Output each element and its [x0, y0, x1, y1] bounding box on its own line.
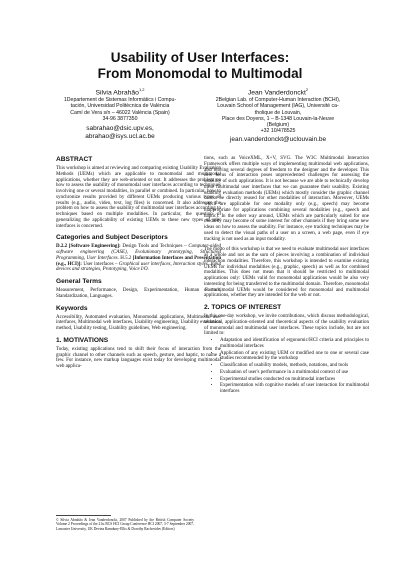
list-item: • Application of any existing UEM or modified one to one or several case studies recommended by the workshop: [220, 351, 369, 363]
section-2-heading: 2. TOPICS OF INTEREST: [204, 304, 282, 311]
list-item: • Experimentation with cognitive models of user interaction for multimodal interfaces: [220, 383, 369, 395]
author-2-affil-line: tholique de Louvain,: [254, 109, 302, 116]
general-terms-text: Measurement, Performance, Design, Experimentation, Human Factors, Standardization, Languages.: [56, 288, 221, 299]
keywords-text: Accessibility, Automated evaluation, Monomodal applications, Multimodal user interfaces, Multimodal web interfaces, Usability engineering, Usability evaluation method, Usability testing, Usability guidelines, Web engineering.: [56, 314, 221, 331]
list-item: • Evaluation of user's performance in a multimodal context of use: [220, 370, 369, 376]
section-1-heading: 1. MOTIVATIONS: [56, 336, 109, 344]
keywords-heading: Keywords: [56, 304, 88, 312]
left-column: [56, 156, 221, 370]
right-column: [204, 156, 369, 396]
author-2-phone: +32 10/478525: [260, 128, 296, 135]
categories-heading: Categories and Subject Descriptors: [56, 234, 168, 242]
author-1-affil-line: tación, Universidad Politècnica de València: [70, 103, 170, 110]
author-2-affil-line: Place des Doyens, 1 – B-1348 Louvain-la-Neuve: [221, 115, 335, 122]
author-1-affil-line: 1Departement de Sistemas Informàtics i Compu-: [63, 97, 177, 104]
abstract-text: This workshop is aimed at reviewing and comparing existing Usability Evaluation Methods (UEMs) which are applicable to monomodal and multimodal applications, whether they are web-oriented or not. It addresses the problem on how to assess the usability of monomodal user interfaces according to techniques involving one or several modalities, in parallel or combined. In particular, how to synchronize results provided by different UEMs producing various types of results (e.g., audio, video, text, log files) is concerned. It also addresses the problem on how to assess the usability of multimodal user interfaces according to techniques based on multiple modalities. In particular, the question of generalizing the applicability of existing UEMs to these new types of user interfaces is concerned.: [56, 166, 221, 229]
author-1-email[interactable]: sabrahao@dsic.upv.es,: [86, 125, 154, 133]
author-1-phone: 34-96 3877350: [102, 115, 138, 122]
author-2-name: Jean Vanderdonckt$^2$: [247, 87, 309, 97]
section-2-text: In this one-day workshop, we invite contributions, which discuss methodological, technical, application-oriented and theoretical aspects of the usability evaluation of monomodal and multimodal user interfaces. These topics include, but are not limited to:: [204, 314, 369, 337]
author-block-2: [193, 86, 363, 144]
abstract-heading: ABSTRACT: [56, 156, 93, 163]
categories-text: D.2.2 [Software Engineering]: Design Tools and Techniques – Computer-aided software engineering (CASE), Evolutionary prototyping, Structured Programming, User Interfaces. H.5.2 [Information Interfaces and Presentation (e.g., HCI)]: User interfaces – Graphical user interfaces, Interaction styles, Input devices and strategies, Prototyping, Voice I/O.: [56, 244, 222, 273]
general-terms-heading: General Terms: [56, 278, 102, 285]
author-1-name: Silvia Abrahão$^{1,2}$: [95, 87, 145, 97]
author-1-affil-line: Camí de Vera s/n – 46022 València (Spain): [70, 109, 170, 116]
paper-title-line-2: From Monomodal to Multimodal: [97, 66, 303, 81]
author-2-affil-line: Louvain School of Management (IAG), Université ca-: [217, 103, 339, 110]
author-1-email[interactable]: abrahao@isys.ucl.ac.be: [85, 132, 155, 140]
paper-title-line-1: Usability of User Interfaces:: [110, 50, 290, 65]
author-block-1: [35, 86, 205, 140]
list-item: • Experimental studies conducted on multimodal interfaces: [220, 377, 369, 383]
copyright-footnote: © Silvia Abrahão & Jean Vanderdonckt, 2007 Published by the British Computer Society Volume 2 Proceedings of the 21st BCS HCI Group Conference HCI 2007, 3-7 September 2007, Lancaster University, UK Devina Ramduny-Ellis & Dorothy Rachovides (Editors): [56, 518, 194, 531]
footnote-rule: [56, 515, 111, 516]
topics-list: [204, 338, 369, 395]
author-2-email[interactable]: jean.vanderdonckt@uclouvain.be: [229, 136, 327, 144]
author-2-affil-line: 2Belgian Lab. of Computer-Human Interaction (BCHI),: [215, 97, 341, 104]
list-item: • Classification of usability models, methods, notations, and tools: [220, 363, 369, 369]
section-1-continued-text: tions, such as VoiceXML, X+V, SVG. The W3C Multimodal Interaction Framework offers multiple ways of implementing multimodal web applications, also leaving several degrees of freedom to the designer and the developer. This new locus of interaction poses unprecedented challenges for assessing the usability of such applications. It is not because we are able to technically develop these multimodal user interfaces that we can guarantee their usability. Existing usability evaluation methods (UEMs) which mostly consider the graphic channel cannot be directly reused for other modalities of interaction. Moreover, UEMs which are applicable for one modality only (e.g., speech) may become inappropriate for applications combining several modalities (e.g., speech and haptic). In the other way around, UEMs which are particularly suited for one modality may become of some interest for other channels if they bring some new ideas on how to assess the usability. For instance, eye tracking techniques may be used to detect the visual paths of a user on a screen, a web page, even if eye tracking is not used as an input modality.: [204, 156, 369, 242]
list-item: • Adaptation and identification of ergonomic/HCI criteria and principles to multimodal interfaces: [220, 338, 369, 350]
section-1-text: Today, existing applications tend to shift their focus of interaction from the graphic channel to other channels such as speech, gesture, and haptic, to name a few. For instance, new markup languages exist today for developing multimodal web applica-: [56, 346, 221, 369]
author-2-affil-line: (Belgium): [266, 122, 290, 129]
section-1-motto-text: The motto of this workshop is that we need to evaluate multimodal user interfaces as a whole and not as the sum of pieces involving a combination of individual interaction modalities. Therefore, this workshop is intended to examine existing UEMs for individual modalities (e.g., graphic, speech) as well as for combined modalities. This does not mean that it should be restricted to multimodal applications only: UEMs valid for monomodal applications would be also very interesting for being transferred to the multimodal domain. Therefore, monomodal or multimodal UEMs would be considered for monomodal and multimodal applications, whether they are intended for the web or not.: [204, 247, 369, 299]
